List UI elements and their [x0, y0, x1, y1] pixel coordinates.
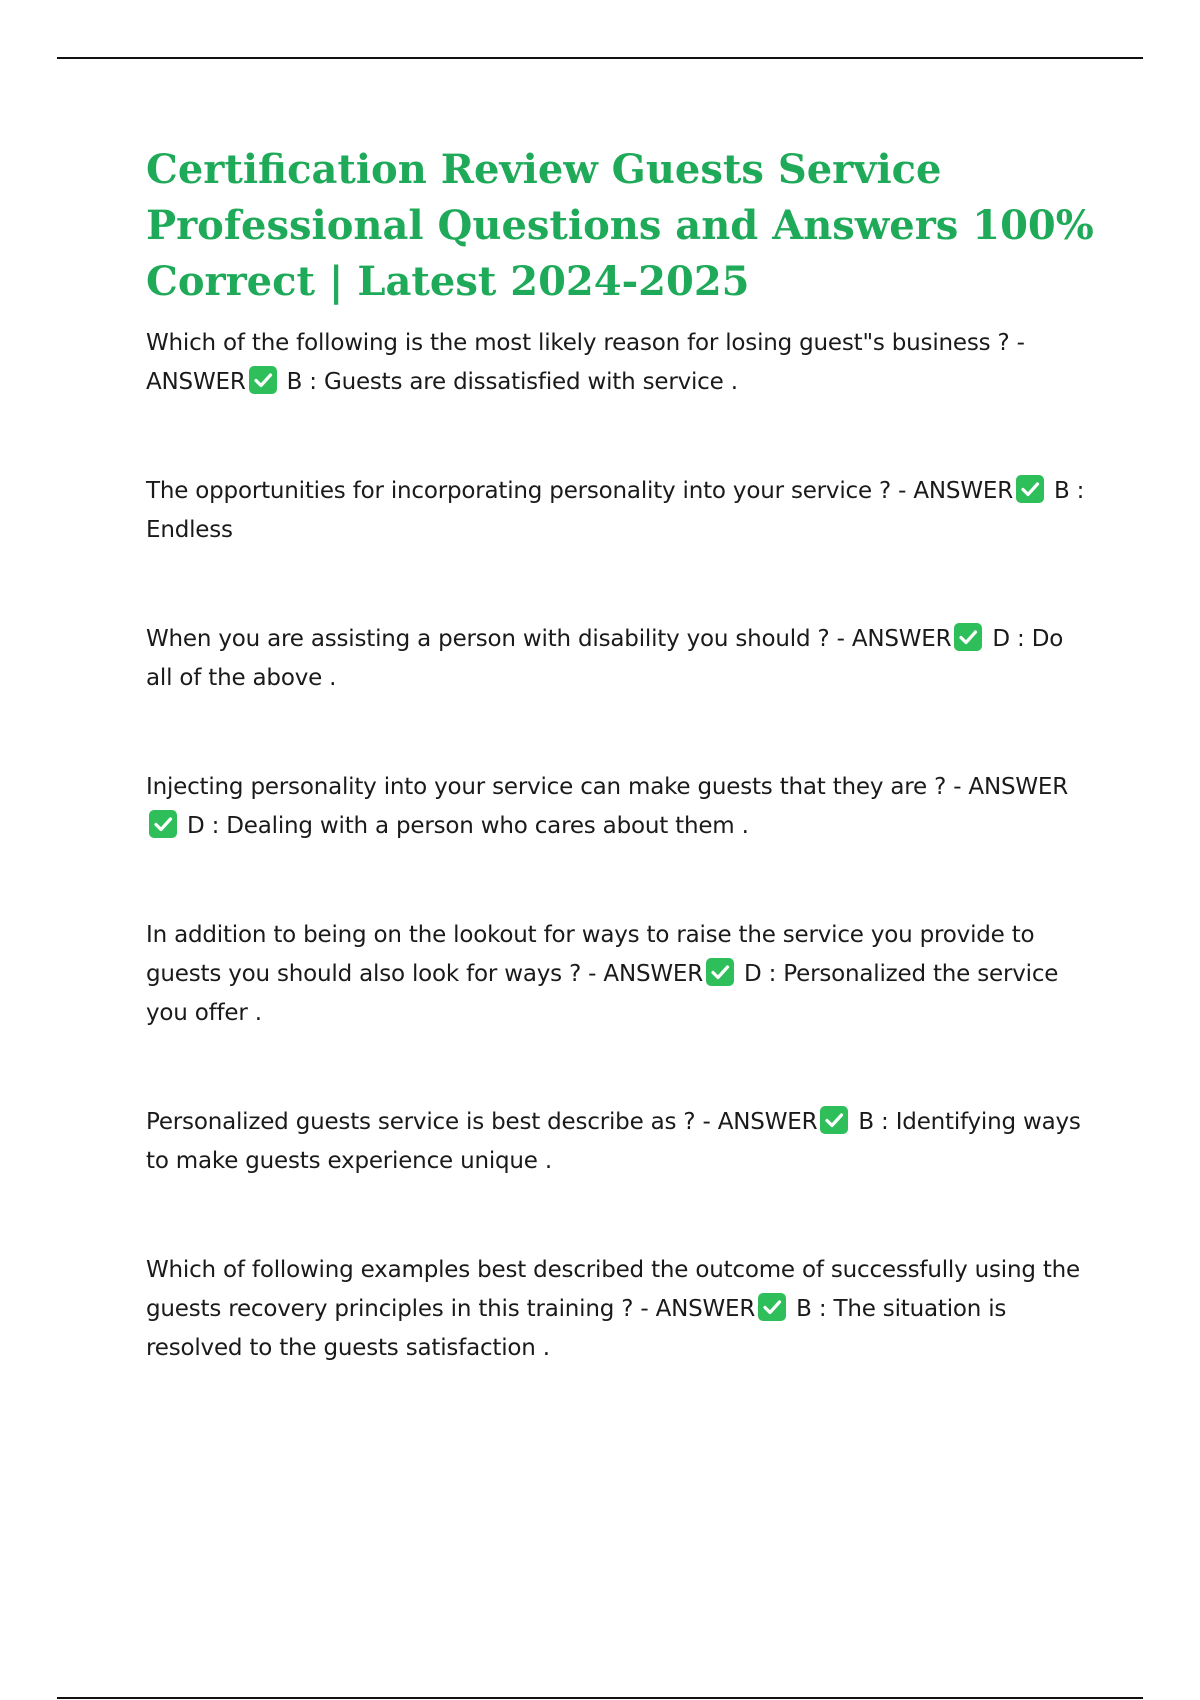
qa-item — [146, 324, 1096, 402]
question-text: Injecting personality into your service can make guests that they are ? - — [146, 774, 969, 800]
check-mark-icon — [954, 623, 982, 651]
check-mark-icon — [758, 1293, 786, 1321]
question-text: The opportunities for incorporating personality into your service ? - — [146, 478, 914, 504]
qa-item — [146, 620, 1096, 698]
check-mark-icon — [1016, 475, 1044, 503]
check-mark-icon — [149, 810, 177, 838]
answer-text: D : Dealing with a person who cares about them . — [187, 813, 749, 839]
bottom-rule — [57, 1697, 1143, 1699]
qa-item — [146, 916, 1096, 1033]
document-body — [146, 142, 1096, 1438]
answer-text: B : Identifying ways to make guests experience unique . — [146, 1109, 1081, 1174]
check-mark-icon — [706, 958, 734, 986]
top-rule — [57, 57, 1143, 59]
answer-label: ANSWER — [146, 369, 246, 395]
answer-text: D : Personalized the service you offer . — [146, 961, 1059, 1026]
answer-label: ANSWER — [655, 1296, 756, 1322]
answer-label: ANSWER — [913, 478, 1013, 504]
question-text: Personalized guests service is best describe as ? - — [146, 1109, 718, 1135]
check-mark-icon — [249, 366, 277, 394]
qa-item — [146, 1251, 1096, 1368]
answer-label: ANSWER — [603, 961, 703, 987]
answer-text: B : Endless — [146, 478, 1085, 543]
qa-item — [146, 472, 1096, 550]
check-mark-icon — [820, 1106, 848, 1134]
question-text: When you are assisting a person with disability you should ? - — [146, 626, 852, 652]
answer-text: B : The situation is resolved to the guests satisfaction . — [146, 1296, 1007, 1361]
qa-item — [146, 768, 1096, 846]
answer-label: ANSWER — [717, 1109, 818, 1135]
question-text: In addition to being on the lookout for ways to raise the service you provide to guests you should also look for ways ? - — [146, 922, 1035, 987]
answer-text: B : Guests are dissatisfied with service . — [286, 369, 738, 395]
document-title: Certification Review Guests Service Professional Questions and Answers 100% Correct | Latest 2024-2025 — [146, 146, 1094, 305]
qa-list — [146, 324, 1096, 1368]
answer-label: ANSWER — [968, 774, 1069, 800]
qa-item — [146, 1103, 1096, 1181]
question-text: Which of the following is the most likely reason for losing guest"s business ? - — [146, 330, 1025, 356]
question-text: Which of following examples best described the outcome of successfully using the guests recovery principles in this training ? - — [146, 1257, 1080, 1322]
answer-label: ANSWER — [851, 626, 952, 652]
answer-text: D : Do all of the above . — [146, 626, 1064, 691]
